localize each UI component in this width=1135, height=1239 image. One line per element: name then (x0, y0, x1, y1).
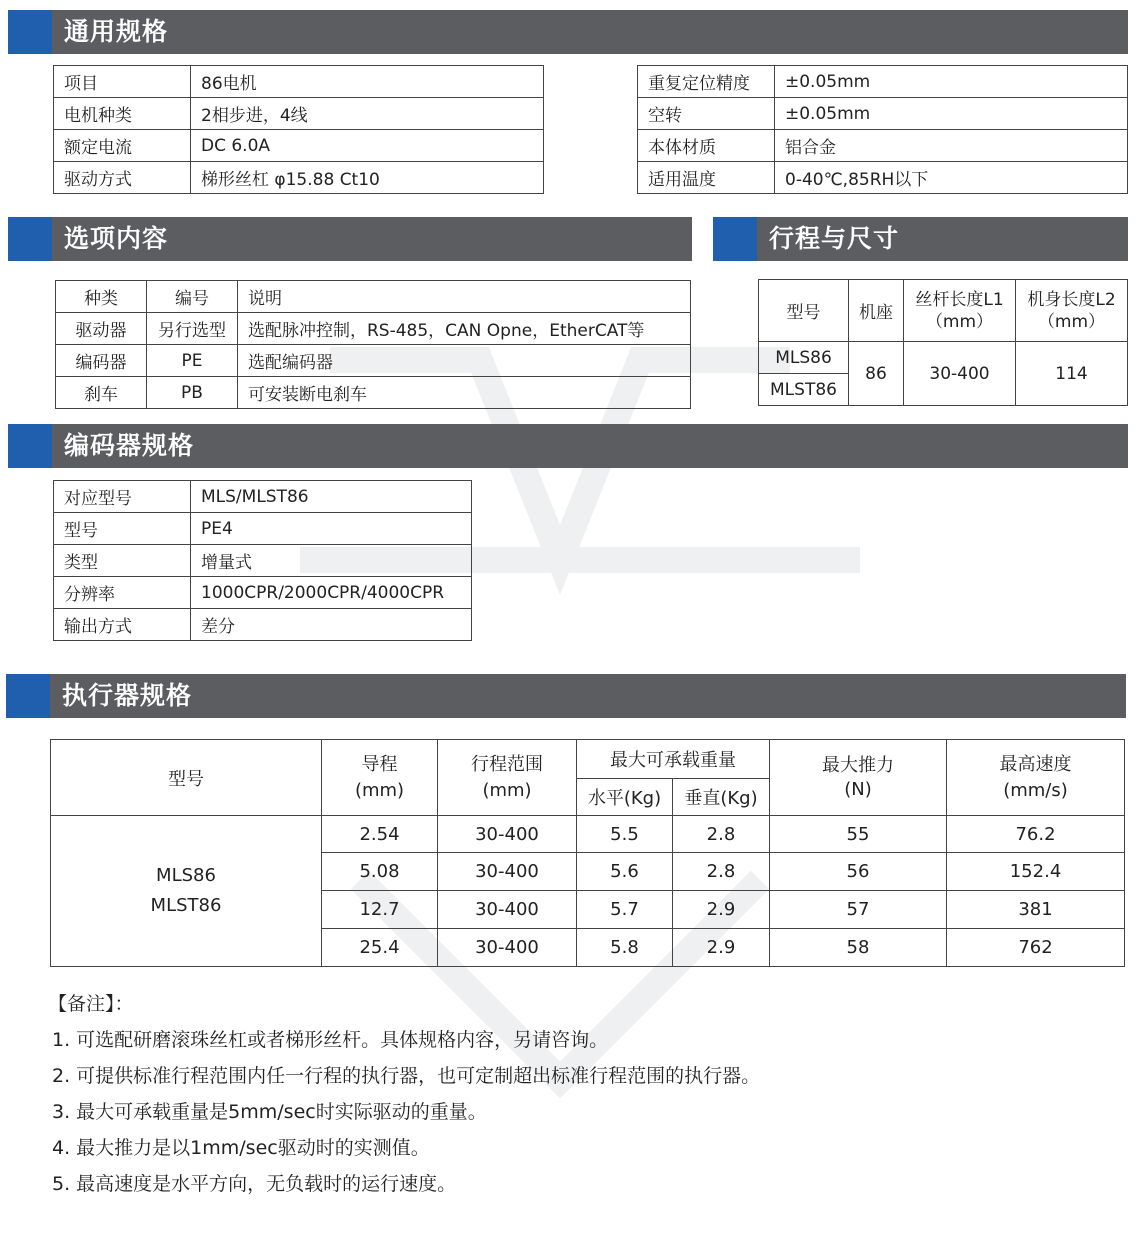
model-line: MLST86 (150, 895, 222, 916)
section-header-general (8, 10, 1128, 54)
column-header-l1 (904, 280, 1016, 342)
stroke-size-table (758, 279, 1128, 406)
table-cell: 驱动器 (56, 313, 147, 345)
table-row (54, 481, 472, 513)
column-header-vertical: 垂直(Kg) (673, 779, 770, 816)
column-header-model: 型号 (759, 280, 849, 342)
table-cell: 2.8 (673, 816, 770, 853)
model-cell (51, 816, 322, 967)
table-cell: 5.7 (577, 891, 673, 929)
row-value: 1000CPR/2000CPR/4000CPR (191, 577, 472, 609)
table-row (51, 816, 1125, 853)
encoder-spec-table (53, 480, 472, 641)
header-accent (8, 217, 52, 261)
row-label: 型号 (54, 513, 191, 545)
table-cell: 5.8 (577, 929, 673, 967)
table-cell: 2.9 (673, 891, 770, 929)
section-title: 执行器规格 (62, 681, 193, 710)
table-row (54, 98, 544, 130)
row-value: PE4 (191, 513, 472, 545)
header-unit: (N) (844, 778, 872, 800)
table-cell: 选配编码器 (238, 345, 691, 377)
table-cell: 762 (947, 929, 1125, 967)
row-value: 2相步进，4线 (191, 98, 544, 130)
table-cell: 30-400 (438, 816, 577, 853)
row-label: 驱动方式 (54, 162, 191, 194)
table-header-row (759, 280, 1128, 342)
table-cell: 刹车 (56, 377, 147, 409)
section-title: 通用规格 (64, 17, 169, 46)
table-cell: 2.8 (673, 853, 770, 891)
table-cell: 5.5 (577, 816, 673, 853)
general-spec-table-left (53, 65, 544, 194)
table-cell: 另行选型 (147, 313, 238, 345)
notes-list (48, 1022, 760, 1202)
row-label: 适用温度 (638, 162, 775, 194)
column-header-thrust (770, 740, 947, 816)
options-table (55, 280, 691, 409)
row-label: 重复定位精度 (638, 66, 775, 98)
header-unit: (mm/s) (1003, 779, 1068, 801)
table-cell: PB (147, 377, 238, 409)
column-header-base: 机座 (849, 280, 904, 342)
row-label: 对应型号 (54, 481, 191, 513)
table-row (638, 66, 1128, 98)
note-item: 1. 可选配研磨滚珠丝杠或者梯形丝杆。具体规格内容，另请咨询。 (52, 1029, 609, 1051)
table-cell: 30-400 (438, 929, 577, 967)
table-row (638, 130, 1128, 162)
table-cell: 58 (770, 929, 947, 967)
header-line: 最高速度 (999, 753, 1072, 775)
row-label: 类型 (54, 545, 191, 577)
table-cell: 选配脉冲控制，RS-485，CAN Opne，EtherCAT等 (238, 313, 691, 345)
column-header-range (438, 740, 577, 816)
table-cell: 381 (947, 891, 1125, 929)
model-cell: MLST86 (759, 374, 849, 406)
table-cell: 56 (770, 853, 947, 891)
notes-block (48, 986, 760, 1202)
table-cell: 152.4 (947, 853, 1125, 891)
header-accent (6, 674, 50, 718)
header-accent (8, 10, 52, 54)
header-unit: （mm） (1037, 311, 1106, 332)
table-cell: 30-400 (438, 853, 577, 891)
column-header-horizontal: 水平(Kg) (577, 779, 673, 816)
header-line: 丝杆长度L1 (915, 289, 1004, 310)
row-value: MLS/MLST86 (191, 481, 472, 513)
table-cell: 2.9 (673, 929, 770, 967)
row-label: 额定电流 (54, 130, 191, 162)
section-header-actuator (6, 674, 1126, 718)
note-item: 4. 最大推力是以1mm/sec驱动时的实测值。 (52, 1137, 430, 1159)
section-title: 行程与尺寸 (769, 224, 900, 253)
row-value: 86电机 (191, 66, 544, 98)
row-value: 0-40℃,85RH以下 (775, 162, 1128, 194)
l1-cell: 30-400 (904, 342, 1016, 406)
note-item: 3. 最大可承载重量是5mm/sec时实际驱动的重量。 (52, 1101, 487, 1123)
section-header-stroke (713, 217, 1128, 261)
table-cell: 5.6 (577, 853, 673, 891)
header-line: 导程 (361, 753, 398, 775)
header-unit: (mm) (354, 779, 405, 801)
header-unit: （mm） (925, 311, 994, 332)
header-line: 机身长度L2 (1027, 289, 1116, 310)
l2-cell: 114 (1016, 342, 1128, 406)
table-row (759, 342, 1128, 374)
table-cell: PE (147, 345, 238, 377)
model-cell: MLS86 (759, 342, 849, 374)
row-value: 梯形丝杠 φ15.88 Ct10 (191, 162, 544, 194)
table-row (638, 98, 1128, 130)
section-title: 编码器规格 (64, 431, 195, 460)
table-row (54, 609, 472, 641)
row-label: 项目 (54, 66, 191, 98)
table-cell: 57 (770, 891, 947, 929)
row-label: 本体材质 (638, 130, 775, 162)
row-label: 空转 (638, 98, 775, 130)
model-line: MLS86 (156, 865, 216, 886)
table-row (54, 545, 472, 577)
column-header-lead (322, 740, 438, 816)
table-header-row (56, 281, 691, 313)
row-value: DC 6.0A (191, 130, 544, 162)
note-item: 5. 最高速度是水平方向，无负载时的运行速度。 (52, 1173, 457, 1195)
table-row (54, 162, 544, 194)
row-value: 差分 (191, 609, 472, 641)
column-header-l2 (1016, 280, 1128, 342)
section-header-encoder (8, 424, 1128, 468)
column-header-model: 型号 (51, 740, 322, 816)
table-row (54, 66, 544, 98)
table-row (54, 577, 472, 609)
header-line: 最大推力 (822, 754, 894, 776)
row-value: 铝合金 (775, 130, 1128, 162)
table-cell: 76.2 (947, 816, 1125, 853)
table-row (56, 313, 691, 345)
table-cell: 12.7 (322, 891, 438, 929)
row-label: 电机种类 (54, 98, 191, 130)
general-spec-table-right (637, 65, 1128, 194)
column-header-load: 最大可承载重量 (577, 740, 770, 779)
table-row (54, 130, 544, 162)
header-accent (8, 424, 52, 468)
row-value: ±0.05mm (775, 66, 1128, 98)
table-cell: 5.08 (322, 853, 438, 891)
header-accent (713, 217, 757, 261)
column-header: 种类 (56, 281, 147, 313)
header-unit: (mm) (482, 779, 532, 801)
column-header: 编号 (147, 281, 238, 313)
actuator-spec-table (50, 739, 1125, 967)
table-cell: 编码器 (56, 345, 147, 377)
column-header-speed (947, 740, 1125, 816)
table-row (638, 162, 1128, 194)
note-item: 2. 可提供标准行程范围内任一行程的执行器，也可定制超出标准行程范围的执行器。 (52, 1065, 761, 1087)
table-row (56, 345, 691, 377)
table-row (54, 513, 472, 545)
table-cell: 2.54 (322, 816, 438, 853)
table-cell: 可安装断电刹车 (238, 377, 691, 409)
section-header-options (8, 217, 692, 261)
table-cell: 55 (770, 816, 947, 853)
table-cell: 30-400 (438, 891, 577, 929)
header-line: 行程范围 (471, 753, 543, 775)
table-cell: 25.4 (322, 929, 438, 967)
row-label: 输出方式 (54, 609, 191, 641)
base-cell: 86 (849, 342, 904, 406)
notes-title: 【备注】： (48, 993, 134, 1015)
table-row (56, 377, 691, 409)
row-value: ±0.05mm (775, 98, 1128, 130)
row-label: 分辨率 (54, 577, 191, 609)
column-header: 说明 (238, 281, 691, 313)
section-title: 选项内容 (64, 224, 169, 253)
table-header-row (51, 740, 1125, 779)
row-value: 增量式 (191, 545, 472, 577)
